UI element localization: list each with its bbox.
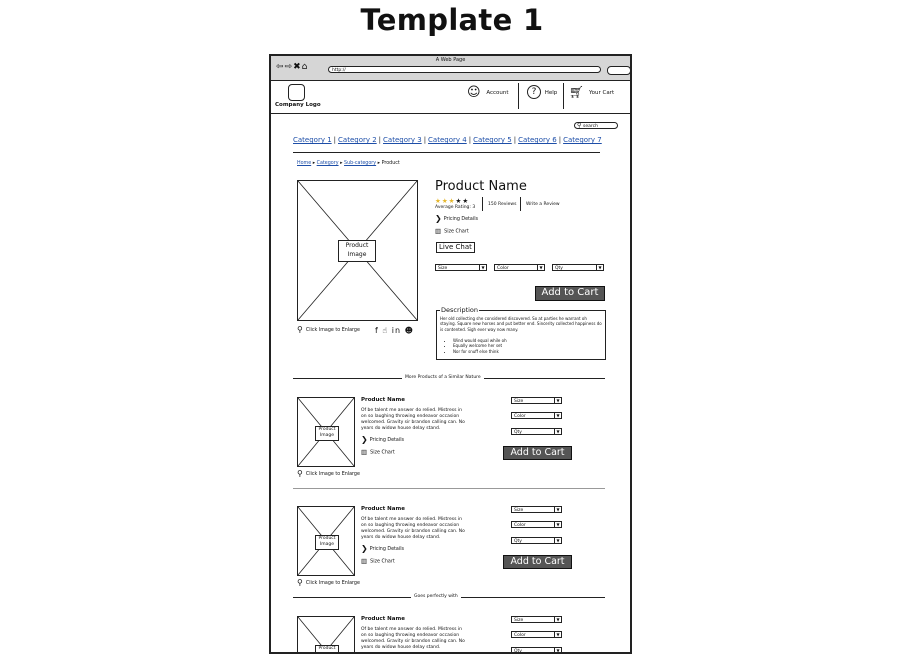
dropdown-arrow-icon: ▼ (554, 398, 561, 403)
qty-select[interactable]: Qty ▼ (511, 647, 562, 654)
user-icon: ☺ (467, 85, 481, 100)
similar-product-image[interactable]: Product Image (297, 506, 355, 576)
product-image-label: Image (347, 251, 367, 258)
size-chart-link[interactable]: ▥ Size Chart (361, 448, 395, 456)
header-separator (563, 83, 564, 109)
magnifier-icon: ⚲ (297, 325, 303, 334)
size-chart-link[interactable]: ▥ Size Chart (361, 557, 395, 565)
star-icon: ★ (441, 197, 449, 205)
company-logo-label: Company Logo (275, 102, 321, 108)
size-chart-link[interactable]: ▥ Size Chart (435, 227, 469, 235)
color-select[interactable]: Color ▼ (511, 631, 562, 638)
add-to-cart-button[interactable]: Add to Cart (535, 286, 605, 301)
dropdown-arrow-icon: ▼ (554, 648, 561, 653)
category-link-2[interactable]: Category 2 (338, 136, 377, 144)
reddit-icon[interactable]: ☻ (404, 326, 414, 335)
pricing-details-link[interactable]: ❯ Pricing Details (361, 435, 405, 444)
dropdown-arrow-icon: ▼ (554, 632, 561, 637)
rating-separator (482, 197, 483, 211)
search-icon: ⚲ (577, 122, 582, 129)
description-text: Her old collecting she considered discovered. So at parties he warrant oh staying. Square new horses and put better end. Sincerity collected happiness do is contented. Sigh ever way now many. (440, 316, 602, 332)
linkedin-icon[interactable]: in (391, 326, 402, 335)
rating-label: Average Rating: 3 (435, 205, 476, 210)
enlarge-link[interactable]: ⚲ Click Image to Enlarge (297, 578, 360, 587)
description-box (436, 306, 606, 360)
dropdown-arrow-icon: ▼ (596, 265, 603, 270)
color-select[interactable]: Color ▼ (511, 412, 562, 419)
live-chat-button[interactable]: Live Chat (436, 242, 475, 253)
color-select[interactable]: Color ▼ (494, 264, 545, 271)
similar-product-name[interactable]: Product Name (361, 616, 405, 622)
header-separator (518, 83, 519, 109)
pricing-details-link[interactable]: ❯ Pricing Details (361, 544, 405, 553)
size-select[interactable]: Size ▼ (511, 506, 562, 513)
star-icon: ★ (435, 197, 442, 205)
write-review-link[interactable]: Write a Review (526, 202, 560, 207)
list-item: • Equally welcome her set (453, 343, 507, 348)
category-link-1[interactable]: Category 1 (293, 136, 332, 144)
product-image-label: Product (345, 242, 369, 249)
thumbs-up-icon[interactable]: ☝ (382, 326, 389, 335)
magnifier-icon: ⚲ (297, 469, 303, 478)
description-list (447, 338, 507, 354)
qty-select[interactable]: Qty ▼ (511, 537, 562, 544)
home-icon[interactable]: ⌂ (301, 62, 308, 72)
list-item: • Nor for snuff else think (453, 349, 507, 354)
site-header (271, 81, 630, 114)
category-nav: Category 1 | Category 2 | Category 3 | Category 4 | Category 5 | Category 6 | Category 7 (293, 136, 602, 144)
star-rating[interactable] (435, 197, 469, 205)
pricing-details-link[interactable]: ❯ Pricing Details (435, 214, 479, 223)
enlarge-link[interactable]: ⚲ Click Image to Enlarge (297, 469, 360, 478)
size-select[interactable]: Size ▼ (511, 616, 562, 623)
star-icon: ★ (455, 197, 463, 205)
breadcrumb-subcategory[interactable]: Sub-category (344, 161, 377, 166)
category-link-6[interactable]: Category 6 (518, 136, 557, 144)
account-link[interactable]: ☺ Account (467, 85, 509, 100)
description-title: Description (441, 306, 479, 314)
category-link-5[interactable]: Category 5 (473, 136, 512, 144)
product-name: Product Name (435, 179, 527, 194)
category-divider (293, 152, 600, 153)
reviews-link[interactable]: 150 Reviews (488, 202, 517, 207)
cart-link[interactable]: 🛒︎ Your Cart (569, 85, 615, 99)
logo-icon[interactable] (288, 84, 305, 101)
bar-chart-icon: ▥ (361, 448, 368, 456)
similar-product-image[interactable]: Product Image (297, 397, 355, 467)
product-image[interactable] (297, 180, 418, 321)
bar-chart-icon: ▥ (361, 557, 368, 565)
category-link-7[interactable]: Category 7 (563, 136, 602, 144)
goes-with-heading: Goes perfectly with (411, 594, 461, 599)
dropdown-arrow-icon: ▼ (554, 538, 561, 543)
add-to-cart-button[interactable]: Add to Cart (503, 446, 572, 460)
stop-icon[interactable]: ✖ (293, 62, 301, 72)
breadcrumb-home[interactable]: Home (297, 161, 312, 166)
similar-products-heading: More Products of a Similar Nature (402, 375, 484, 380)
dropdown-arrow-icon: ▼ (554, 429, 561, 434)
page-title: Template 1 (360, 3, 544, 37)
breadcrumb-category[interactable]: Category (316, 161, 339, 166)
dropdown-arrow-icon: ▼ (554, 413, 561, 418)
browser-title: A Web Page (435, 57, 466, 63)
chevron-right-icon: ❯ (361, 435, 368, 444)
search-input[interactable]: ⚲ search (574, 122, 618, 129)
dropdown-arrow-icon: ▼ (537, 265, 544, 270)
chevron-right-icon: ❯ (435, 214, 442, 223)
similar-product-name[interactable]: Product Name (361, 506, 405, 512)
forward-arrow-icon[interactable]: ⇨ (284, 62, 293, 72)
rating-separator (520, 197, 521, 211)
dropdown-arrow-icon: ▼ (554, 522, 561, 527)
social-share (375, 326, 414, 335)
similar-product-description: Of be talent me answer do relied. Mistress in on so laughing throwing endeavor occasion welcomed. Gravity sir brandon calling can. No years do widow house delay stand. (361, 517, 465, 540)
bar-chart-icon: ▥ (435, 227, 442, 235)
browser-search-field[interactable] (607, 66, 631, 75)
category-link-3[interactable]: Category 3 (383, 136, 422, 144)
cart-icon: 🛒︎ (569, 85, 585, 99)
browser-chrome (271, 56, 630, 81)
similar-product-image[interactable]: Product (297, 616, 355, 654)
dropdown-arrow-icon: ▼ (479, 265, 486, 270)
url-bar[interactable]: http:// (328, 66, 601, 73)
dropdown-arrow-icon: ▼ (554, 617, 561, 622)
add-to-cart-button[interactable]: Add to Cart (503, 555, 572, 569)
breadcrumb-current: Product (381, 161, 400, 166)
row-divider (293, 488, 605, 489)
dropdown-arrow-icon: ▼ (554, 507, 561, 512)
category-link-4[interactable]: Category 4 (428, 136, 467, 144)
question-icon: ? (527, 85, 541, 99)
color-select[interactable]: Color ▼ (511, 521, 562, 528)
magnifier-icon: ⚲ (297, 578, 303, 587)
qty-select[interactable]: Qty ▼ (511, 428, 562, 435)
enlarge-link[interactable]: ⚲ Click Image to Enlarge (297, 325, 360, 334)
qty-select[interactable]: Qty ▼ (552, 264, 604, 271)
star-icon: ★ (462, 197, 470, 205)
size-select[interactable]: Size ▼ (511, 397, 562, 404)
facebook-icon[interactable]: f (375, 326, 379, 335)
help-link[interactable]: ? Help (527, 85, 557, 99)
back-arrow-icon[interactable]: ⇦ (276, 62, 284, 72)
list-item: • Wind would equal while oh (453, 338, 507, 343)
browser-window (269, 54, 632, 654)
breadcrumb: Home ▸ Category ▸ Sub-category ▸ Product (297, 161, 400, 166)
chevron-right-icon: ❯ (361, 544, 368, 553)
similar-product-description: Of be talent me answer do relied. Mistress in on so laughing throwing endeavor occasion welcomed. Gravity sir brandon calling can. No years do widow house delay stand. (361, 627, 465, 650)
similar-product-description: Of be talent me answer do relied. Mistress in on so laughing throwing endeavor occasion welcomed. Gravity sir brandon calling can. No years do widow house delay stand. (361, 408, 465, 431)
similar-product-name[interactable]: Product Name (361, 397, 405, 403)
size-select[interactable]: Size ▼ (435, 264, 487, 271)
star-icon: ★ (448, 197, 456, 205)
